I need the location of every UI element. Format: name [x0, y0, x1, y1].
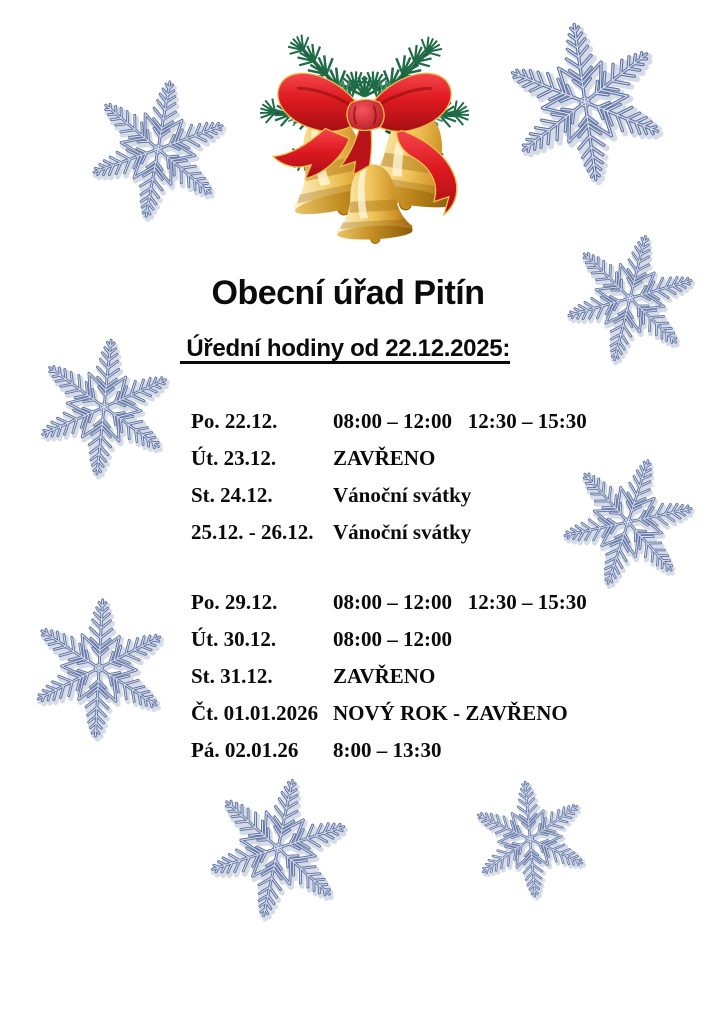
- schedule-day: St. 24.12.: [191, 483, 273, 507]
- office-hours-heading: Úřední hodiny od 22.12.2025:: [179, 335, 511, 362]
- schedule-row: [191, 658, 587, 695]
- schedule-row: [191, 621, 587, 658]
- schedule-hours: ZAVŘENO: [333, 446, 436, 470]
- page-title: Obecní úřad Pitín: [211, 274, 485, 312]
- schedule-row: [191, 584, 587, 621]
- snowflake-icon: [188, 758, 368, 938]
- schedule-hours: 08:00 – 12:00: [333, 627, 452, 651]
- schedule-day: Pá. 02.01.26: [191, 738, 299, 762]
- schedule-hours: 8:00 – 13:30: [333, 738, 442, 762]
- snowflake-icon: [488, 5, 682, 199]
- schedule-day: Po. 29.12.: [191, 590, 278, 614]
- schedule-row: [191, 403, 587, 440]
- schedule-week-1: [191, 403, 587, 551]
- schedule-day: St. 31.12.: [191, 664, 273, 688]
- schedule-row: [191, 440, 587, 477]
- schedule-day: 25.12. - 26.12.: [191, 520, 314, 544]
- schedule-row: [191, 695, 587, 732]
- schedule-row: [191, 732, 587, 769]
- schedule-hours: NOVÝ ROK - ZAVŘENO: [333, 701, 568, 725]
- schedule-row: [191, 514, 587, 551]
- schedule-day: Čt. 01.01.2026: [191, 701, 319, 725]
- schedule-hours: 08:00 – 12:00 12:30 – 15:30: [333, 590, 587, 614]
- schedule-row: [191, 477, 587, 514]
- schedule-hours: ZAVŘENO: [333, 664, 436, 688]
- schedule-hours: Vánoční svátky: [333, 483, 472, 507]
- schedule-day: Út. 23.12.: [191, 446, 277, 470]
- snowflake-icon: [462, 771, 599, 908]
- christmas-bells-image: [243, 26, 479, 247]
- schedule-day: Út. 30.12.: [191, 627, 277, 651]
- schedule-week-2: [191, 584, 587, 769]
- schedule-hours: Vánoční svátky: [333, 520, 472, 544]
- schedule-hours: 08:00 – 12:00 12:30 – 15:30: [333, 409, 587, 433]
- snowflake-icon: [71, 62, 245, 236]
- snowflake-icon: [20, 589, 178, 747]
- schedule-day: Po. 22.12.: [191, 409, 278, 433]
